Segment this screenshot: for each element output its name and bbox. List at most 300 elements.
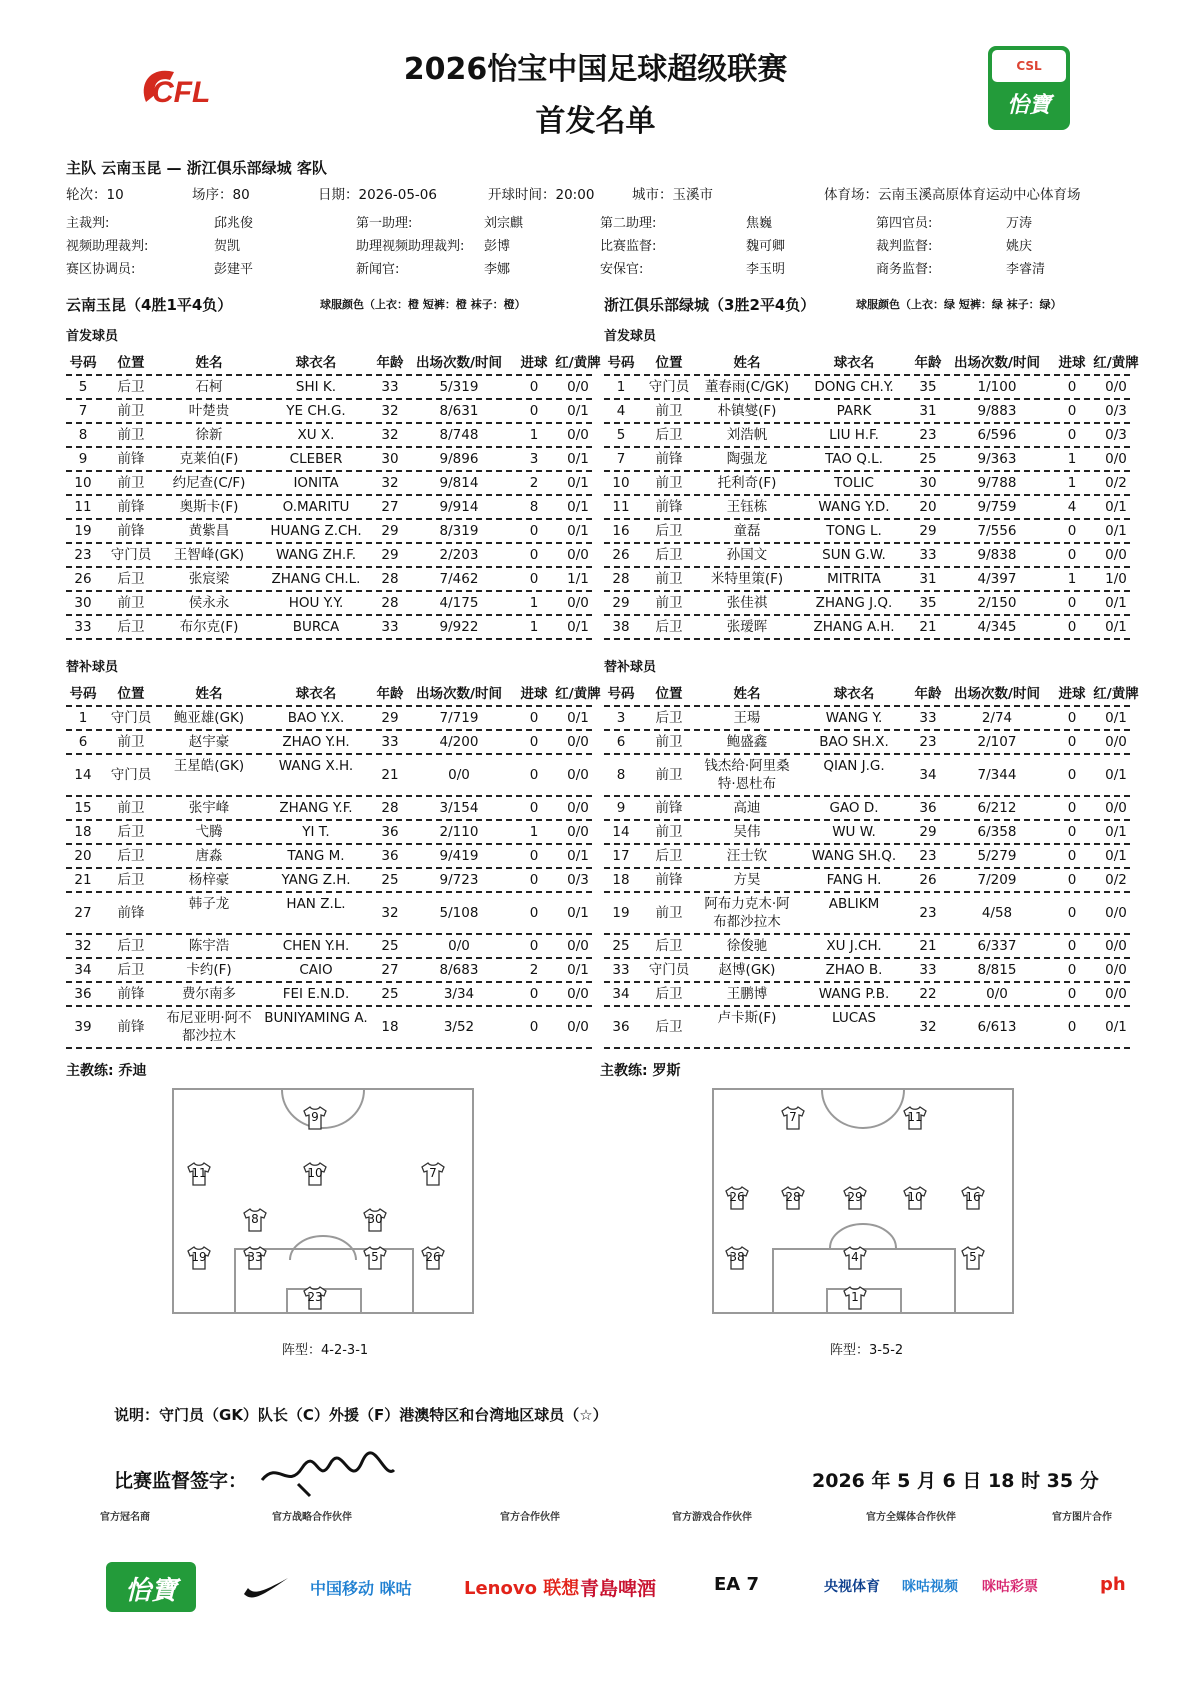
col-header-age: 年龄	[376, 686, 404, 702]
cell-name: 叶楚贵	[188, 403, 230, 419]
table-row	[66, 544, 592, 568]
match-no: 场序：80	[192, 187, 250, 203]
cell-age: 35	[919, 379, 937, 395]
home-team-name: 云南玉昆（4胜1平4负）	[66, 296, 233, 314]
cell-name: 布尼亚明·阿不都沙拉木	[166, 1010, 252, 1044]
cell-cards: 0/0	[1105, 379, 1127, 395]
cell-apps-minutes: 4/200	[439, 734, 479, 750]
cell-number: 15	[74, 800, 92, 816]
cell-number: 14	[74, 767, 92, 783]
cell-apps-minutes: 6/613	[977, 1019, 1017, 1035]
table-row	[604, 520, 1130, 544]
cell-position: 前卫	[655, 403, 683, 419]
home-kit: 球服颜色（上衣：橙 短裤：橙 袜子：橙）	[320, 298, 526, 311]
sponsor-tsingtao: 青島啤酒	[580, 1578, 657, 1600]
cell-shirt-name: YANG Z.H.	[281, 872, 351, 888]
sponsor-lenovo: Lenovo 联想	[464, 1578, 580, 1599]
cell-age: 29	[919, 523, 937, 539]
col-header-name: 姓名	[733, 355, 761, 371]
col-header-position: 位置	[117, 355, 145, 371]
table-row	[66, 376, 592, 400]
cell-goals: 0	[529, 800, 539, 816]
cell-apps-minutes: 8/683	[439, 962, 479, 978]
col-header-shirt-name: 球衣名	[295, 355, 337, 371]
cell-number: 21	[74, 872, 92, 888]
away-starters-label: 首发球员	[604, 329, 657, 344]
cell-position: 后卫	[655, 523, 683, 539]
away-subs-label: 替补球员	[604, 660, 657, 675]
cell-cards: 0/0	[1105, 938, 1127, 954]
cell-number: 36	[74, 986, 92, 1002]
cell-position: 前卫	[117, 800, 145, 816]
cell-shirt-name: WU W.	[832, 824, 876, 840]
match-date: 日期：2026-05-06	[318, 187, 437, 203]
shirt-number: 10	[907, 1190, 923, 1204]
cell-number: 5	[78, 379, 88, 395]
away-coach: 主教练: 罗斯	[600, 1063, 681, 1079]
cell-age: 25	[381, 986, 399, 1002]
cell-apps-minutes: 3/52	[443, 1019, 475, 1035]
cell-number: 9	[616, 800, 626, 816]
cell-position: 前卫	[117, 475, 145, 491]
table-row	[604, 424, 1130, 448]
cell-age: 25	[381, 938, 399, 954]
player-shirt-icon	[960, 1186, 986, 1210]
table-row	[66, 592, 592, 616]
cell-position: 守门员	[110, 767, 152, 783]
table-row	[604, 400, 1130, 424]
col-header-name: 姓名	[195, 355, 223, 371]
city: 城市：玉溪市	[632, 187, 713, 203]
cell-number: 34	[74, 962, 92, 978]
cell-goals: 8	[529, 499, 539, 515]
cell-position: 守门员	[110, 547, 152, 563]
col-header-shirt-name: 球衣名	[295, 686, 337, 702]
cell-shirt-name: TOLIC	[834, 475, 874, 491]
away-formation: 阵型：3-5-2	[830, 1343, 904, 1358]
official-name: 魏可卿	[746, 239, 786, 254]
table-row	[66, 1007, 592, 1049]
cell-position: 守门员	[110, 710, 152, 726]
cell-apps-minutes: 9/896	[439, 451, 479, 467]
cell-age: 28	[381, 800, 399, 816]
cell-name: 弋腾	[195, 824, 223, 840]
cell-name: 约尼查(C/F)	[172, 475, 246, 491]
cell-number: 29	[612, 595, 630, 611]
cell-age: 32	[381, 475, 399, 491]
player-shirt-icon	[724, 1246, 750, 1270]
player-shirt-icon	[242, 1208, 268, 1232]
player-shirt-icon	[362, 1208, 388, 1232]
cell-number: 7	[616, 451, 626, 467]
cell-apps-minutes: 1/100	[977, 379, 1017, 395]
cell-cards: 0/3	[567, 872, 589, 888]
table-row	[66, 893, 592, 935]
cell-shirt-name: SUN G.W.	[822, 547, 886, 563]
cell-apps-minutes: 6/337	[977, 938, 1017, 954]
shirt-number: 38	[729, 1250, 745, 1264]
table-row	[604, 797, 1130, 821]
cell-apps-minutes: 9/838	[977, 547, 1017, 563]
cell-shirt-name: XU X.	[297, 427, 335, 443]
cell-cards: 0/0	[567, 938, 589, 954]
cell-shirt-name: DONG CH.Y.	[814, 379, 894, 395]
cell-goals: 0	[1067, 619, 1077, 635]
cell-apps-minutes: 9/788	[977, 475, 1017, 491]
kickoff-time: 开球时间：20:00	[488, 187, 595, 203]
table-row	[66, 797, 592, 821]
cell-position: 前卫	[117, 427, 145, 443]
cell-position: 前卫	[655, 734, 683, 750]
cell-name: 高迪	[733, 800, 761, 816]
cell-position: 前卫	[117, 734, 145, 750]
cell-age: 36	[381, 824, 399, 840]
cell-age: 26	[919, 872, 937, 888]
sponsor-tier-label: 官方游戏合作伙伴	[672, 1512, 752, 1523]
page-subtitle: 首发名单	[535, 104, 656, 139]
legend-note: 说明：守门员（GK）队长（C）外援（F）港澳特区和台湾地区球员（☆）	[114, 1406, 608, 1424]
shirt-number: 23	[307, 1290, 323, 1304]
cell-goals: 0	[529, 734, 539, 750]
cell-goals: 1	[529, 824, 539, 840]
cell-position: 前卫	[655, 571, 683, 587]
cell-cards: 0/1	[567, 475, 589, 491]
cell-goals: 0	[1067, 427, 1077, 443]
cell-age: 29	[381, 710, 399, 726]
cell-position: 后卫	[117, 848, 145, 864]
table-header	[66, 683, 601, 707]
sponsor-yibao-text: 怡寶	[124, 1576, 177, 1606]
cell-apps-minutes: 7/719	[439, 710, 479, 726]
cell-age: 25	[381, 872, 399, 888]
cell-cards: 0/0	[567, 986, 589, 1002]
cell-name: 朴镇燮(F)	[717, 403, 777, 419]
cell-name: 阿布力克木·阿布都沙拉木	[704, 896, 790, 930]
cell-goals: 1	[1067, 451, 1077, 467]
official-label: 比赛监督:	[600, 239, 657, 254]
official-label: 第四官员:	[876, 216, 933, 231]
cell-number: 19	[612, 905, 630, 921]
col-header-goals: 进球	[520, 355, 548, 371]
table-row	[66, 845, 592, 869]
cell-shirt-name: TAO Q.L.	[825, 451, 883, 467]
cell-age: 23	[919, 848, 937, 864]
official-name: 李睿清	[1006, 262, 1046, 277]
official-name: 刘宗麒	[484, 216, 524, 231]
cell-goals: 1	[529, 619, 539, 635]
shirt-number: 7	[429, 1166, 437, 1180]
cell-cards: 0/1	[567, 523, 589, 539]
cell-cards: 0/0	[567, 427, 589, 443]
cell-number: 14	[612, 824, 630, 840]
shirt-number: 33	[247, 1250, 263, 1264]
cell-name: 王星皓(GK)	[173, 758, 245, 774]
cell-shirt-name: CHEN Y.H.	[282, 938, 350, 954]
sponsor-tier-label: 官方全媒体合作伙伴	[866, 1512, 956, 1523]
col-header-number: 号码	[69, 355, 97, 371]
cell-shirt-name: WANG Y.	[825, 710, 883, 726]
col-header-number: 号码	[607, 686, 635, 702]
cell-number: 32	[74, 938, 92, 954]
cell-goals: 0	[1067, 547, 1077, 563]
cell-shirt-name: BAO Y.X.	[287, 710, 345, 726]
cell-shirt-name: ABLIKM	[828, 896, 880, 912]
cell-position: 后卫	[117, 962, 145, 978]
sponsor-photo: ph	[1100, 1574, 1126, 1595]
official-label: 助理视频助理裁判:	[356, 239, 465, 254]
cell-goals: 0	[529, 710, 539, 726]
cell-goals: 0	[529, 1019, 539, 1035]
cell-number: 26	[74, 571, 92, 587]
cell-cards: 1/1	[567, 571, 589, 587]
cell-position: 前锋	[117, 523, 145, 539]
cell-name: 卡约(F)	[186, 962, 232, 978]
cell-shirt-name: SHI K.	[295, 379, 337, 395]
cell-age: 29	[381, 523, 399, 539]
cell-age: 29	[381, 547, 399, 563]
nike-logo	[242, 1572, 290, 1600]
table-row	[66, 520, 592, 544]
cell-apps-minutes: 4/58	[981, 905, 1013, 921]
cell-position: 后卫	[655, 848, 683, 864]
shirt-number: 19	[191, 1250, 207, 1264]
sponsor-yibao-logo	[106, 1562, 196, 1612]
cell-age: 32	[919, 1019, 937, 1035]
cell-name: 赵博(GK)	[718, 962, 776, 978]
cell-goals: 0	[529, 848, 539, 864]
cell-name: 鲍亚雄(GK)	[173, 710, 245, 726]
cell-age: 21	[919, 619, 937, 635]
cell-goals: 0	[1067, 848, 1077, 864]
cell-age: 27	[381, 499, 399, 515]
cell-position: 后卫	[655, 619, 683, 635]
col-header-cards: 红/黄牌	[1093, 686, 1139, 702]
cell-cards: 0/1	[567, 619, 589, 635]
cell-number: 3	[616, 710, 626, 726]
cell-shirt-name: WANG X.H.	[278, 758, 354, 774]
cell-goals: 0	[1067, 872, 1077, 888]
cfl-logo-text: CFL	[152, 76, 211, 109]
cell-cards: 0/0	[567, 1019, 589, 1035]
cell-cards: 0/1	[567, 905, 589, 921]
table-row	[66, 821, 592, 845]
cell-position: 后卫	[117, 619, 145, 635]
shirt-number: 28	[785, 1190, 801, 1204]
cell-shirt-name: YE CH.G.	[286, 403, 346, 419]
cell-apps-minutes: 0/0	[448, 938, 470, 954]
col-header-number: 号码	[69, 686, 97, 702]
cell-goals: 2	[529, 475, 539, 491]
home-formation-pitch	[172, 1088, 474, 1314]
cell-cards: 0/1	[567, 710, 589, 726]
table-row	[604, 496, 1130, 520]
cell-position: 前锋	[655, 499, 683, 515]
table-row	[604, 845, 1130, 869]
col-header-apps-minutes: 出场次数/时间	[416, 355, 502, 371]
cell-shirt-name: WANG Y.D.	[818, 499, 890, 515]
round: 轮次：10	[66, 187, 124, 203]
cell-number: 10	[74, 475, 92, 491]
cell-position: 前锋	[655, 872, 683, 888]
cell-goals: 0	[1067, 938, 1077, 954]
table-row	[604, 592, 1130, 616]
cell-number: 23	[74, 547, 92, 563]
player-shirt-icon	[724, 1186, 750, 1210]
cell-goals: 0	[1067, 379, 1077, 395]
signature-label: 比赛监督签字：	[114, 1470, 248, 1492]
player-shirt-icon	[186, 1246, 212, 1270]
cell-name: 王智峰(GK)	[173, 547, 245, 563]
cell-apps-minutes: 0/0	[448, 767, 470, 783]
cell-shirt-name: BURCA	[292, 619, 340, 635]
table-row	[66, 707, 592, 731]
shirt-number: 4	[851, 1250, 859, 1264]
cell-cards: 0/1	[1105, 848, 1127, 864]
player-shirt-icon	[302, 1106, 328, 1130]
cell-age: 23	[919, 734, 937, 750]
cell-cards: 0/0	[567, 547, 589, 563]
cell-cards: 0/0	[567, 824, 589, 840]
cell-apps-minutes: 5/319	[439, 379, 479, 395]
cell-number: 6	[78, 734, 88, 750]
cell-number: 39	[74, 1019, 92, 1035]
cell-apps-minutes: 3/154	[439, 800, 479, 816]
col-header-cards: 红/黄牌	[555, 686, 601, 702]
cell-name: 陈宇浩	[188, 938, 230, 954]
cell-number: 16	[612, 523, 630, 539]
home-starters-label: 首发球员	[66, 329, 119, 344]
cell-position: 前锋	[655, 451, 683, 467]
cell-apps-minutes: 2/203	[439, 547, 479, 563]
cell-name: 钱杰给·阿里桑特·恩杜布	[704, 758, 790, 792]
player-shirt-icon	[186, 1162, 212, 1186]
cell-apps-minutes: 9/723	[439, 872, 479, 888]
cell-number: 5	[616, 427, 626, 443]
cell-apps-minutes: 9/759	[977, 499, 1017, 515]
cell-cards: 1/0	[1105, 571, 1127, 587]
official-label: 商务监督:	[876, 262, 933, 277]
cell-shirt-name: BAO SH.X.	[819, 734, 889, 750]
cell-number: 19	[74, 523, 92, 539]
sponsor-tier-label: 官方图片合作	[1052, 1512, 1112, 1523]
cell-number: 11	[612, 499, 630, 515]
sponsor-migu: 中国移动 咪咕	[310, 1579, 412, 1598]
official-label: 新闻官:	[356, 262, 400, 277]
official-name: 邱兆俊	[214, 216, 254, 231]
cell-goals: 0	[529, 767, 539, 783]
official-label: 安保官:	[600, 262, 644, 277]
cell-position: 前卫	[655, 905, 683, 921]
cell-cards: 0/2	[1105, 872, 1127, 888]
cell-name: 吴伟	[733, 824, 761, 840]
cell-apps-minutes: 2/107	[977, 734, 1017, 750]
cell-position: 前卫	[117, 403, 145, 419]
cell-shirt-name: ZHANG J.Q.	[815, 595, 893, 611]
cell-goals: 0	[1067, 595, 1077, 611]
cell-goals: 0	[1067, 986, 1077, 1002]
cell-position: 前锋	[117, 451, 145, 467]
cell-age: 34	[919, 767, 937, 783]
cell-position: 前卫	[655, 824, 683, 840]
cell-goals: 0	[529, 571, 539, 587]
cell-goals: 0	[529, 905, 539, 921]
official-name: 焦巍	[746, 216, 773, 231]
csl-logo-bottom: 怡寶	[1006, 93, 1051, 118]
cell-name: 奥斯卡(F)	[179, 499, 239, 515]
table-row	[604, 707, 1130, 731]
cell-apps-minutes: 8/748	[439, 427, 479, 443]
csl-logo-top: CSL	[992, 50, 1066, 82]
cell-goals: 1	[1067, 475, 1077, 491]
cell-cards: 0/0	[567, 595, 589, 611]
cell-position: 前卫	[655, 767, 683, 783]
cell-goals: 0	[1067, 734, 1077, 750]
cell-age: 18	[381, 1019, 399, 1035]
cell-apps-minutes: 9/883	[977, 403, 1017, 419]
col-header-number: 号码	[607, 355, 635, 371]
col-header-name: 姓名	[733, 686, 761, 702]
cell-goals: 0	[1067, 403, 1077, 419]
table-row	[604, 544, 1130, 568]
supervisor-signature	[258, 1450, 398, 1500]
cell-position: 守门员	[648, 962, 690, 978]
cell-position: 后卫	[655, 938, 683, 954]
table-header	[66, 352, 601, 376]
cell-goals: 0	[529, 523, 539, 539]
cell-name: 杨梓豪	[188, 872, 230, 888]
cell-age: 36	[381, 848, 399, 864]
col-header-age: 年龄	[914, 355, 942, 371]
cell-cards: 0/0	[567, 800, 589, 816]
cell-number: 18	[74, 824, 92, 840]
cell-apps-minutes: 6/596	[977, 427, 1017, 443]
cell-name: 石柯	[195, 379, 223, 395]
table-row	[66, 424, 592, 448]
player-shirt-icon	[902, 1186, 928, 1210]
table-row	[604, 731, 1130, 755]
cell-cards: 0/1	[567, 403, 589, 419]
cell-number: 33	[612, 962, 630, 978]
cell-cards: 0/0	[567, 734, 589, 750]
cell-shirt-name: WANG ZH.F.	[275, 547, 357, 563]
col-header-shirt-name: 球衣名	[833, 686, 875, 702]
sponsor-cctv-sports: 央视体育	[824, 1579, 880, 1595]
cell-shirt-name: O.MARITU	[282, 499, 350, 515]
cell-age: 27	[381, 962, 399, 978]
cell-shirt-name: QIAN J.G.	[823, 758, 885, 774]
cell-shirt-name: HOU Y.Y.	[288, 595, 344, 611]
table-row	[604, 568, 1130, 592]
cell-position: 守门员	[648, 379, 690, 395]
cell-number: 18	[612, 872, 630, 888]
col-header-age: 年龄	[376, 355, 404, 371]
cell-shirt-name: IONITA	[293, 475, 339, 491]
cell-age: 35	[919, 595, 937, 611]
cell-goals: 4	[1067, 499, 1077, 515]
cell-shirt-name: ZHAO B.	[825, 962, 883, 978]
cell-name: 唐淼	[195, 848, 223, 864]
cell-age: 33	[381, 734, 399, 750]
cell-apps-minutes: 9/363	[977, 451, 1017, 467]
cell-number: 30	[74, 595, 92, 611]
sponsor-tier-label: 官方合作伙伴	[500, 1512, 560, 1523]
cell-shirt-name: LUCAS	[832, 1010, 876, 1026]
official-name: 贺凯	[214, 239, 241, 254]
cell-number: 27	[74, 905, 92, 921]
cell-cards: 0/0	[1105, 962, 1127, 978]
cell-age: 23	[919, 905, 937, 921]
cell-position: 后卫	[655, 1019, 683, 1035]
